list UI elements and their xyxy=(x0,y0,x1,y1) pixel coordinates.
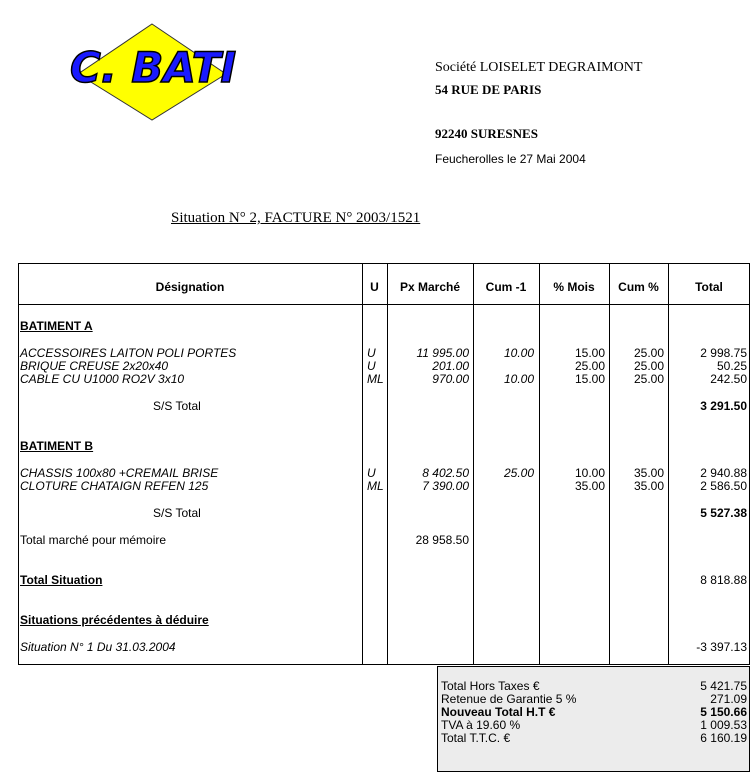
col-header-total: Total xyxy=(695,280,723,294)
row-unit: U xyxy=(367,346,376,360)
totals-label: TVA à 19.60 % xyxy=(441,718,521,732)
row-designation: CABLE CU U1000 RO2V 3x10 xyxy=(20,372,185,386)
logo-graphic xyxy=(66,22,238,122)
row-total: 242.50 xyxy=(710,372,747,386)
subtotal-label: S/S Total xyxy=(153,399,201,413)
section-title: BATIMENT A xyxy=(20,319,93,333)
column-divider xyxy=(668,263,669,665)
total-situation-value: 8 818.88 xyxy=(700,573,747,587)
totals-value: 5 150.66 xyxy=(700,705,747,719)
invoice-title: Situation N° 2, FACTURE N° 2003/1521 xyxy=(171,210,421,226)
totals-value: 5 421.75 xyxy=(700,679,747,693)
row-cum-pct: 35.00 xyxy=(633,466,664,480)
column-divider xyxy=(473,263,474,665)
row-unit: U xyxy=(367,466,376,480)
invoice-date: Feucherolles le 27 Mai 2004 xyxy=(435,152,586,166)
row-cum-pct: 35.00 xyxy=(633,479,664,493)
col-header-designation: Désignation xyxy=(155,280,225,294)
previous-situations-label: Situations précédentes à déduire xyxy=(20,613,209,627)
client-street: 54 RUE DE PARIS xyxy=(435,82,542,97)
totals-label: Retenue de Garantie 5 % xyxy=(441,692,577,706)
row-designation: ACCESSOIRES LAITON POLI PORTES xyxy=(20,346,237,360)
row-total: 50.25 xyxy=(716,359,747,373)
col-header-cum1: Cum -1 xyxy=(485,280,527,294)
col-header-cum-pct: Cum % xyxy=(618,280,659,294)
row-cum1: 10.00 xyxy=(503,346,534,360)
column-divider xyxy=(539,263,540,665)
row-unit: ML xyxy=(367,372,384,386)
invoice-table xyxy=(18,263,750,665)
row-cum-pct: 25.00 xyxy=(633,359,664,373)
row-cum-pct: 25.00 xyxy=(633,372,664,386)
row-total: 2 940.88 xyxy=(700,466,747,480)
subtotal-value: 3 291.50 xyxy=(700,399,747,413)
row-unit: ML xyxy=(367,479,384,493)
row-designation: BRIQUE CREUSE 2x20x40 xyxy=(20,359,169,373)
row-total: 2 998.75 xyxy=(700,346,747,360)
memo-value: 28 958.50 xyxy=(415,533,469,547)
row-cum1: 25.00 xyxy=(503,466,534,480)
row-unit: U xyxy=(367,359,376,373)
row-px: 8 402.50 xyxy=(422,466,469,480)
row-designation: CLOTURE CHATAIGN REFEN 125 xyxy=(20,479,209,493)
row-px: 201.00 xyxy=(432,359,469,373)
col-header-unit: U xyxy=(370,280,379,294)
row-cum1: 10.00 xyxy=(503,372,534,386)
row-designation: CHASSIS 100x80 +CREMAIL BRISE xyxy=(20,466,219,480)
section-title: BATIMENT B xyxy=(20,439,94,453)
previous-situation-item: Situation N° 1 Du 31.03.2004 xyxy=(20,640,176,654)
col-header-px-marche: Px Marché xyxy=(399,280,461,294)
totals-value: 6 160.19 xyxy=(700,731,747,745)
previous-situation-value: -3 397.13 xyxy=(696,640,747,654)
row-px: 7 390.00 xyxy=(422,479,469,493)
company-logo xyxy=(66,22,238,122)
totals-label: Nouveau Total H.T € xyxy=(441,705,556,719)
row-px: 11 995.00 xyxy=(416,346,469,360)
total-situation-label: Total Situation xyxy=(20,573,103,587)
row-mois: 35.00 xyxy=(574,479,605,493)
row-px: 970.00 xyxy=(432,372,469,386)
row-mois: 25.00 xyxy=(574,359,605,373)
totals-label: Total Hors Taxes € xyxy=(441,679,540,693)
column-divider xyxy=(362,263,363,665)
column-divider xyxy=(387,263,388,665)
row-cum-pct: 25.00 xyxy=(633,346,664,360)
totals-label: Total T.T.C. € xyxy=(441,731,511,745)
row-mois: 15.00 xyxy=(574,372,605,386)
subtotal-value: 5 527.38 xyxy=(700,506,747,520)
logo-text: C. BATI xyxy=(70,43,237,92)
subtotal-label: S/S Total xyxy=(153,506,201,520)
totals-value: 271.09 xyxy=(710,692,747,706)
header-divider xyxy=(18,304,750,305)
client-company: Société LOISELET DEGRAIMONT xyxy=(435,60,643,75)
totals-value: 1 009.53 xyxy=(700,718,747,732)
row-mois: 15.00 xyxy=(574,346,605,360)
col-header-mois: % Mois xyxy=(553,280,595,294)
memo-label: Total marché pour mémoire xyxy=(20,533,167,547)
row-mois: 10.00 xyxy=(574,466,605,480)
client-city: 92240 SURESNES xyxy=(435,126,538,141)
row-total: 2 586.50 xyxy=(700,479,747,493)
column-divider xyxy=(609,263,610,665)
